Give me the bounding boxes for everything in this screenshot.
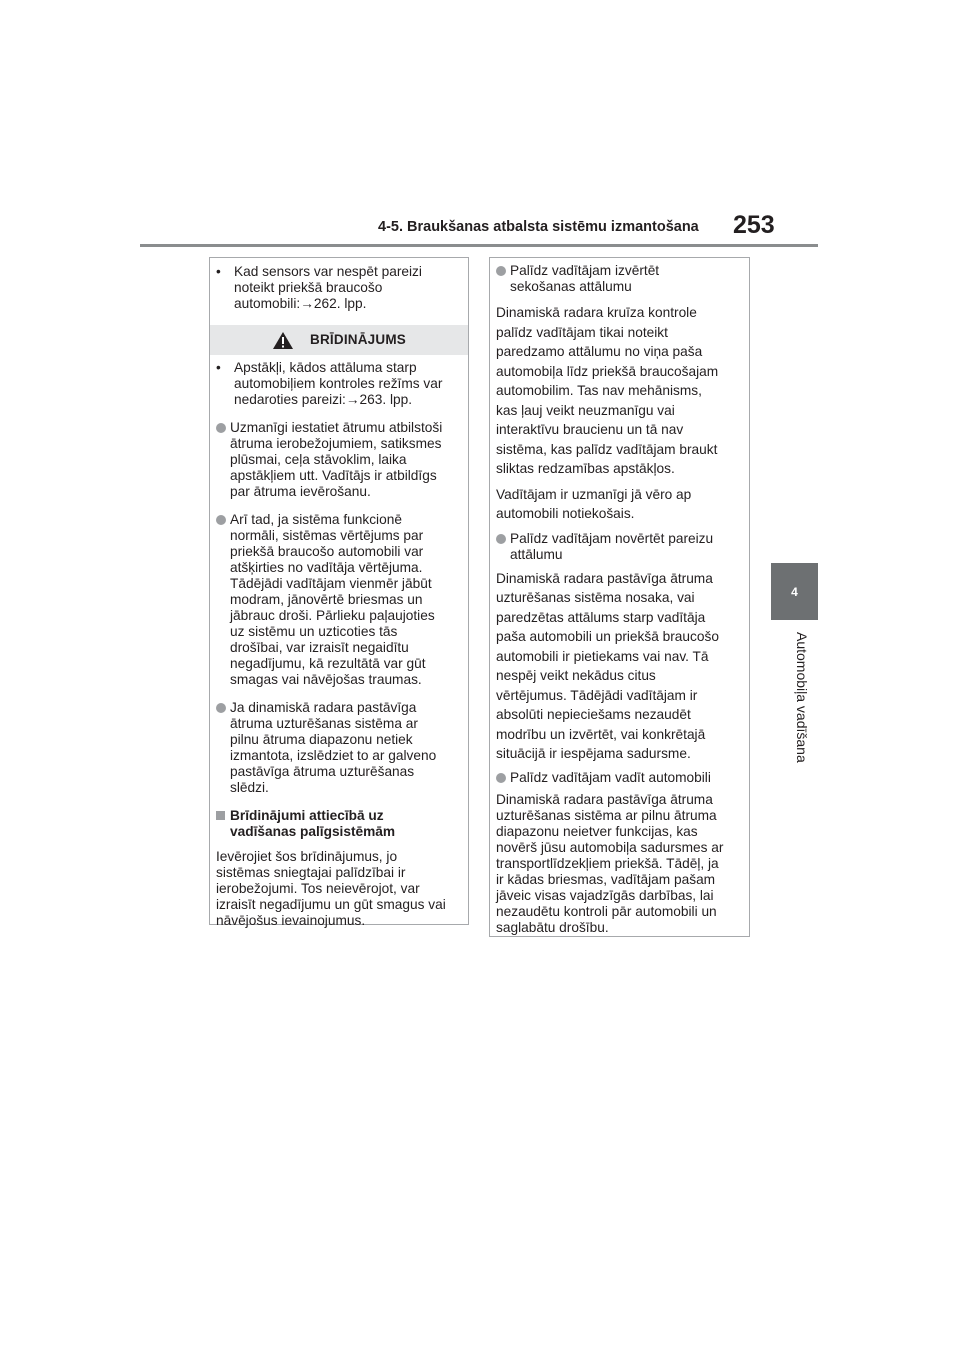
circle-bullet-icon (496, 773, 506, 783)
text-line: uzturēšanas sistēma nosaka, vai (496, 590, 695, 605)
text-line: Arī tad, ja sistēma funkcionē (230, 512, 402, 527)
text-line: Palīdz vadītājam novērtēt pareizu (510, 530, 714, 546)
text-line: par ātruma ievērošanu. (230, 484, 371, 499)
right-panel (489, 257, 750, 937)
item-drive-vehicle (496, 770, 739, 786)
text-line: paredzamo attālumu no viņa paša (496, 344, 703, 359)
text-line: diapazonu neietver funkcijas, kas (496, 823, 698, 839)
text-line: Ja dinamiskā radara pastāvīga (230, 700, 417, 715)
text-line: vadīšanas palīgsistēmām (230, 824, 396, 839)
text-line: Dinamiskā radara kruīza kontrole (496, 305, 697, 320)
lines-item-speed (230, 420, 458, 500)
page-number: 253 (733, 211, 775, 239)
lines-item-assess (510, 263, 739, 295)
text-line: nāvējošus ievainojumus. (216, 913, 366, 928)
text-line: izmantota, izslēdziet to ar galveno (230, 748, 437, 763)
text-line: Kad sensors var nespēt pareizi (234, 264, 422, 279)
text-line: nedaroties pareizi:→263. lpp. (234, 392, 413, 407)
text-line: sistēmas sniegtajai palīdzībai ir (216, 865, 406, 880)
paragraph-warnings (216, 849, 458, 929)
header-rule (140, 244, 818, 247)
text-line: palīdz vadītājam tikai noteikt (496, 324, 668, 340)
chapter-label: Automobiļa vadīšana (794, 632, 810, 763)
text-line: Vadītājam ir uzmanīgi jā vēro ap (496, 486, 692, 502)
warning-bar (210, 325, 468, 355)
text-line: Palīdz vadītājam vadīt automobili (510, 769, 711, 785)
circle-bullet-icon (216, 703, 226, 713)
text-line: Apstākļi, kādos attāluma starp (234, 360, 417, 375)
text-line: Palīdz vadītājam izvērtēt (510, 263, 660, 278)
text-line: sekošanas attālumu (510, 279, 632, 294)
text-line: automobili notiekošais. (496, 506, 635, 521)
warning-triangle-icon (272, 331, 294, 350)
item-switch-off (216, 700, 458, 796)
text-line: automobili ir pietiekams vai nav. Tā (496, 648, 709, 664)
warning-label: BRĪDINĀJUMS (310, 332, 406, 347)
text-line: plūsmai, ceļa stāvoklim, laika (230, 452, 407, 467)
text-line: automobilim. Tas nav mehānisms, (496, 383, 702, 398)
text-line: automobiļa līdz priekšā braucošajam (496, 363, 719, 379)
text-line: priekšā braucošo automobili var (230, 544, 424, 559)
item-assess-distance (496, 263, 739, 295)
text-line: apstākļiem utt. Vadītājs ir atbildīgs (230, 468, 437, 483)
text-line: transportlīdzekļiem priekšā. Tādēļ, ja (496, 855, 719, 871)
text-line: jābrauc droši. Pārlieku paļaujoties (230, 608, 435, 623)
lines-subheading (230, 808, 458, 840)
paragraph-assess (496, 303, 739, 479)
bullet-marker: • (216, 360, 221, 375)
text-line: atšķirties no vadītāja vērtējuma. (230, 560, 423, 575)
circle-bullet-icon (216, 423, 226, 433)
circle-bullet-icon (496, 266, 506, 276)
text-line: sistēma, kas palīdz vadītājam braukt (496, 441, 718, 457)
text-line: uzturēšanas sistēma ar pilnu ātruma (496, 807, 717, 823)
text-line: saglabātu drošību. (496, 919, 609, 935)
text-line: Tādējādi vadītājam vienmēr jābūt (230, 576, 432, 591)
text-line: ātruma uzturēšanas sistēma ar (230, 716, 418, 731)
text-line: slēdzi. (230, 780, 269, 795)
text-line: negadījumu, kā rezultātā var gūt (230, 656, 426, 671)
bullet-conditions (216, 360, 458, 408)
text-line: pilnu ātruma diapazonu netiek (230, 732, 413, 747)
text-line: uz sistēmu un uzticoties tās (230, 624, 398, 639)
chapter-number: 4 (791, 584, 798, 599)
text-line: novērš jūsu automobiļa sadursmes ar (496, 839, 724, 855)
paragraph-attention (496, 485, 739, 524)
text-line: interaktīvu braucienu un tā nav (496, 422, 684, 437)
text-line: drošībai, var izraisīt negaidītu (230, 640, 409, 655)
item-speed-setting (216, 420, 458, 500)
text-line: pastāvīga ātruma uzturēšanas (230, 764, 415, 779)
bullet-sensor-limits (216, 264, 458, 312)
text-line: noteikt priekšā braucošo (234, 280, 383, 295)
text-line: absolūti nepieciešams nezaudēt (496, 707, 691, 722)
chapter-tab (771, 563, 818, 620)
text-line: situācijā ir iespējama sadursme. (496, 746, 691, 761)
text-line: ātruma ierobežojumiem, satiksmes (230, 436, 442, 451)
text-line: jāveic visas vajadzīgās darbības, lai (496, 887, 714, 903)
text-line: nespēj veikt nekādus citus (496, 668, 656, 683)
text-line: Brīdinājumi attiecībā uz (230, 808, 384, 823)
text-line: paša automobili un priekšā braucošo (496, 629, 719, 644)
text-line: automobili:→262. lpp. (234, 296, 367, 311)
lines-item-distance (510, 531, 739, 563)
text-line: ierobežojumi. Tos neievērojot, var (216, 881, 420, 896)
text-line: modram, jānovērtē briesmas un (230, 592, 423, 607)
circle-bullet-icon (216, 515, 226, 525)
square-bullet-icon (216, 811, 225, 820)
text-line: Dinamiskā radara pastāvīga ātruma (496, 791, 713, 807)
circle-bullet-icon (496, 534, 506, 544)
item-correct-distance (496, 531, 739, 563)
text-line: attālumu (510, 546, 563, 562)
left-panel (209, 257, 469, 928)
paragraph-distance (496, 569, 739, 764)
text-line: Uzmanīgi iestatiet ātrumu atbilstoši (230, 420, 443, 435)
text-line: paredzētas attālums starp vadītāja (496, 609, 706, 625)
lines-item-drive (510, 770, 739, 786)
text-line: smagas vai nāvējošas traumas. (230, 672, 422, 687)
section-title: 4-5. Braukšanas atbalsta sistēmu izmantošana (378, 219, 699, 235)
text-line: sliktas redzamības apstākļos. (496, 461, 675, 476)
lines-item-normal (230, 512, 458, 688)
text-line: izraisīt negadījumu un gūt smagus vai (216, 897, 446, 912)
subheading-driving-assist (216, 808, 458, 840)
text-line: modrību un izvērtēt, vai konkrētajā (496, 726, 706, 742)
text-line: vērtējumus. Tādējādi vadītājam ir (496, 687, 698, 703)
text-line: Dinamiskā radara pastāvīga ātruma (496, 570, 713, 586)
text-line: nezaudētu kontroli pār automobili un (496, 903, 717, 919)
text-line: Ievērojiet šos brīdinājumus, jo (216, 849, 398, 864)
lines-bullet-conditions (234, 360, 458, 408)
text-line: ir kādas briesmas, vadītājam pašam (496, 871, 716, 887)
text-line: normāli, sistēmas vērtējums par (230, 528, 424, 543)
lines-bullet-top (234, 264, 458, 312)
text-line: kas ļauj veikt neuzmanīgu vai (496, 402, 675, 418)
lines-item-switch (230, 700, 458, 796)
bullet-marker: • (216, 264, 221, 279)
text-line: automobiļiem kontroles režīms var (234, 376, 443, 391)
paragraph-drive (496, 792, 739, 936)
item-normal-operation (216, 512, 458, 688)
